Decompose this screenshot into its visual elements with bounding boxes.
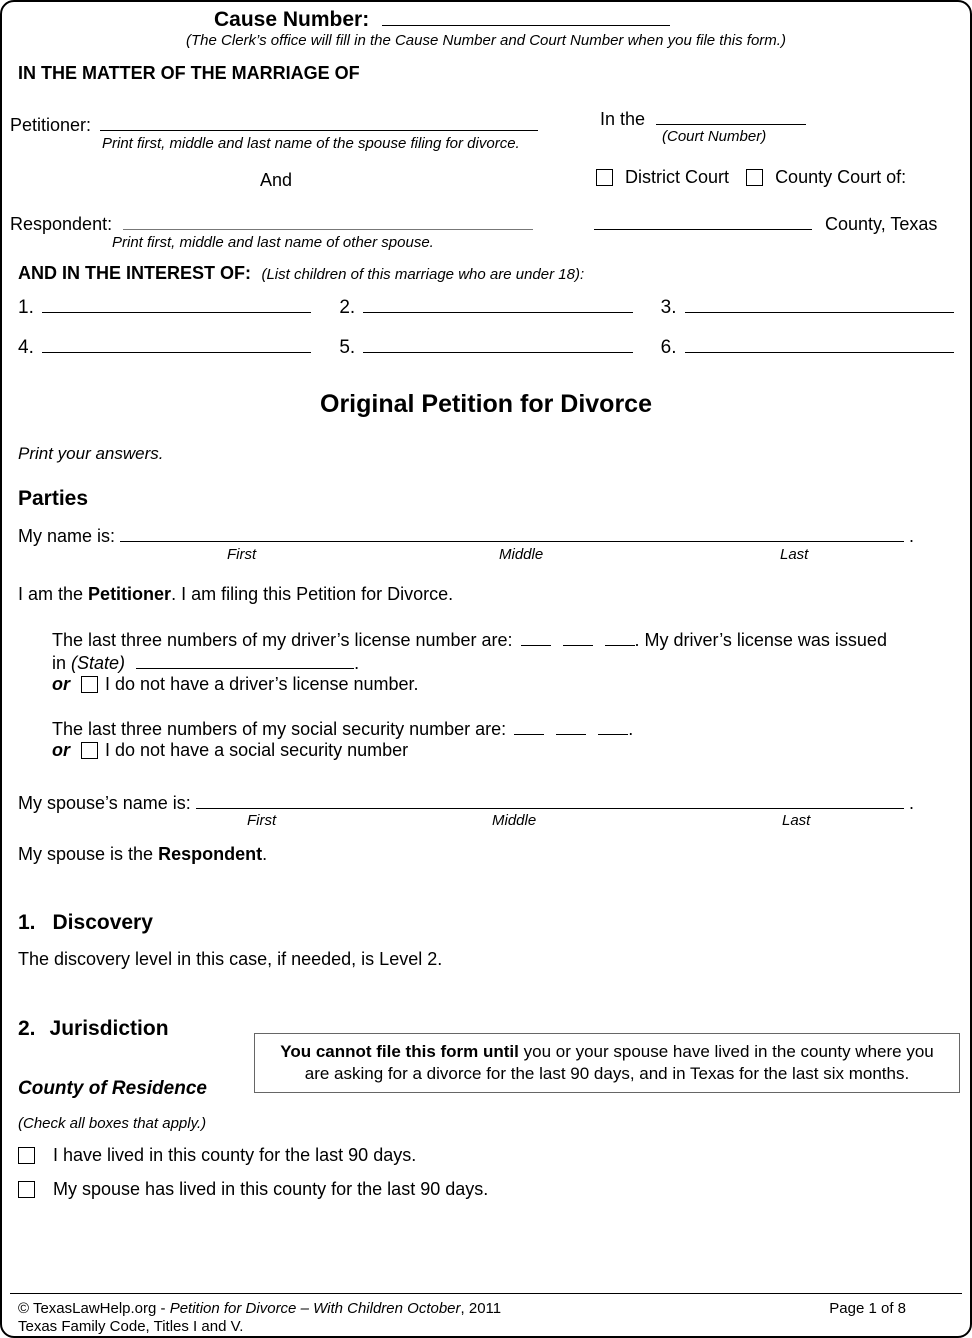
children-row-2 — [18, 333, 954, 360]
child-number: 2. — [339, 296, 356, 318]
ssn-statement — [52, 716, 633, 740]
footer-copyright — [18, 1300, 501, 1319]
footer-divider — [10, 1293, 962, 1294]
interest-heading: AND IN THE INTEREST OF: — [18, 263, 251, 283]
court-type-row — [596, 166, 906, 189]
footer-code-reference: Texas Family Code, Titles I and V. — [18, 1318, 244, 1335]
county-texas-label: County, Texas — [825, 213, 938, 234]
state-blank[interactable] — [136, 650, 354, 669]
discovery-heading — [18, 910, 153, 936]
petitioner-label: Petitioner: — [10, 114, 92, 135]
child-name-blank[interactable] — [685, 293, 954, 313]
last-label: Last — [782, 812, 811, 829]
spouse-name-blank[interactable] — [196, 790, 904, 809]
or-label: or — [52, 740, 70, 760]
petitioner-bold: Petitioner — [88, 584, 172, 604]
print-answers-note: Print your answers. — [18, 444, 164, 463]
district-court-label: District Court — [625, 167, 730, 187]
statement-text: in — [52, 652, 67, 673]
lived-county-row — [18, 1144, 416, 1167]
child-cell — [18, 333, 311, 360]
child-cell — [661, 293, 954, 320]
child-cell — [661, 333, 954, 360]
lived-county-label: I have lived in this county for the last 90 days. — [53, 1145, 417, 1165]
respondent-row — [10, 211, 533, 235]
jurisdiction-notice-box — [254, 1033, 960, 1093]
cause-number-label: Cause Number: — [214, 8, 370, 31]
child-cell — [18, 293, 311, 320]
footer-title-italic: Petition for Divorce – With Children October — [169, 1300, 461, 1317]
no-dl-label: I do not have a driver’s license number. — [105, 674, 419, 694]
in-the-row — [600, 106, 806, 130]
section-title: Discovery — [52, 911, 153, 934]
my-name-blank[interactable] — [120, 523, 904, 542]
child-cell — [339, 333, 632, 360]
period: . — [908, 792, 914, 813]
my-name-row — [18, 523, 914, 547]
last-label: Last — [780, 546, 809, 563]
child-name-blank[interactable] — [363, 333, 632, 353]
drivers-license-state-row — [52, 650, 359, 674]
child-name-blank[interactable] — [363, 293, 632, 313]
child-number: 5. — [339, 336, 356, 358]
page-number: Page 1 of 8 — [829, 1300, 906, 1317]
spouse-name-label: My spouse’s name is: — [18, 792, 191, 813]
county-residence-heading: County of Residence — [18, 1078, 207, 1099]
state-label: (State) — [71, 652, 126, 673]
petitioner-statement — [18, 583, 453, 606]
marriage-of-heading: IN THE MATTER OF THE MARRIAGE OF — [18, 63, 360, 83]
child-name-blank[interactable] — [685, 333, 954, 353]
statement-text: I am the — [18, 584, 84, 604]
statement-text: My spouse is the — [18, 844, 154, 864]
in-the-label: In the — [600, 108, 646, 129]
discovery-body: The discovery level in this case, if needed, is Level 2. — [18, 949, 443, 969]
period: . — [628, 718, 634, 739]
interest-note: (List children of this marriage who are under 18): — [261, 266, 585, 283]
notice-bold-text: You cannot file this form until — [280, 1042, 519, 1061]
children-row-1 — [18, 293, 954, 320]
ssn-digit-blank[interactable] — [514, 716, 544, 735]
middle-label: Middle — [499, 546, 544, 563]
respondent-label: Respondent: — [10, 213, 113, 234]
child-number: 4. — [18, 336, 34, 358]
respondent-statement — [18, 843, 267, 866]
petitioner-row — [10, 112, 538, 136]
jurisdiction-heading — [18, 1016, 169, 1042]
no-dl-row — [52, 673, 419, 696]
statement-text: The last three numbers of my driver’s license number are: — [52, 629, 513, 650]
section-title: Jurisdiction — [49, 1017, 169, 1040]
respondent-name-blank[interactable] — [123, 211, 533, 230]
child-number: 6. — [660, 336, 677, 358]
clerk-note: (The Clerk’s office will fill in the Cause Number and Court Number when you file this form.) — [186, 32, 786, 49]
county-name-blank[interactable] — [594, 211, 812, 230]
child-number: 1. — [18, 296, 34, 318]
ssn-digit-blank[interactable] — [598, 716, 628, 735]
district-court-checkbox[interactable] — [596, 169, 613, 186]
respondent-note: Print first, middle and last name of other spouse. — [112, 234, 434, 251]
spouse-lived-county-row — [18, 1178, 488, 1201]
period: . — [908, 525, 914, 546]
no-ssn-label: I do not have a social security number — [105, 740, 409, 760]
no-dl-checkbox[interactable] — [81, 676, 98, 693]
drivers-license-statement — [52, 627, 956, 651]
interest-heading-row — [18, 262, 584, 285]
respondent-bold: Respondent — [158, 844, 263, 864]
my-name-label: My name is: — [18, 525, 116, 546]
court-number-note: (Court Number) — [662, 128, 767, 145]
notice-text: you or your spouse have lived in the county where you are asking for a divorce for the last 90 days, and in Texas for the last six months. — [304, 1042, 934, 1083]
first-label: First — [247, 812, 277, 829]
no-ssn-row — [52, 739, 408, 762]
child-name-blank[interactable] — [42, 293, 311, 313]
spouse-lived-county-checkbox[interactable] — [18, 1181, 35, 1198]
spouse-lived-county-label: My spouse has lived in this county for the last 90 days. — [53, 1179, 489, 1199]
section-number: 1. — [18, 911, 36, 934]
child-cell — [339, 293, 632, 320]
lived-county-checkbox[interactable] — [18, 1147, 35, 1164]
form-title: Original Petition for Divorce — [320, 390, 652, 418]
statement-text: . My driver’s license was issued — [634, 629, 887, 650]
ssn-digit-blank[interactable] — [556, 716, 586, 735]
footer-text: © TexasLawHelp.org - — [18, 1300, 166, 1317]
no-ssn-checkbox[interactable] — [81, 742, 98, 759]
county-row — [594, 211, 937, 235]
cause-number-row — [214, 7, 670, 33]
or-label: or — [52, 674, 70, 694]
middle-label: Middle — [492, 812, 537, 829]
check-all-note: (Check all boxes that apply.) — [18, 1115, 207, 1132]
county-court-checkbox[interactable] — [746, 169, 763, 186]
court-number-blank[interactable] — [656, 106, 806, 125]
parties-heading: Parties — [18, 487, 89, 510]
dl-digit-blank[interactable] — [563, 627, 593, 646]
county-court-label: County Court of: — [775, 167, 907, 187]
footer-text: , 2011 — [460, 1300, 502, 1317]
first-label: First — [227, 546, 257, 563]
petitioner-note: Print first, middle and last name of the spouse filing for divorce. — [102, 135, 520, 152]
child-number: 3. — [660, 296, 677, 318]
spouse-name-row — [18, 790, 914, 814]
dl-digit-blank[interactable] — [605, 627, 635, 646]
and-label: And — [260, 170, 293, 190]
period: . — [262, 844, 268, 864]
child-name-blank[interactable] — [42, 333, 311, 353]
period: . — [354, 652, 360, 673]
statement-text: . I am filing this Petition for Divorce. — [171, 584, 454, 604]
cause-number-blank[interactable] — [382, 9, 670, 26]
section-number: 2. — [18, 1017, 36, 1040]
dl-digit-blank[interactable] — [521, 627, 551, 646]
statement-text: The last three numbers of my social security number are: — [52, 718, 507, 739]
petitioner-name-blank[interactable] — [100, 112, 538, 131]
